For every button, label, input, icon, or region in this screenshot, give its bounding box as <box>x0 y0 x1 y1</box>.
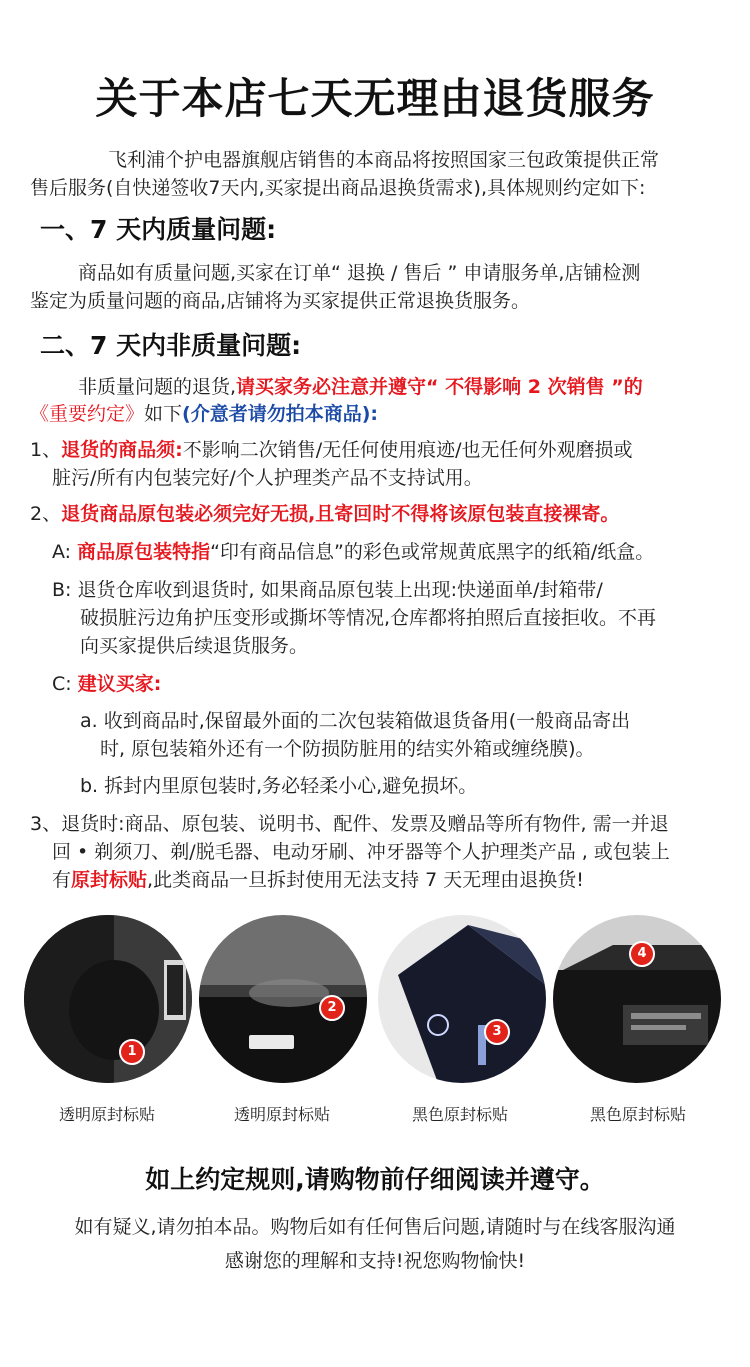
item3-c2: ,此类商品一旦拆封使用无法支持 7 天无理由退换货! <box>147 869 584 891</box>
section2-intro-warning: 请买家务必注意并遵守“ 不得影响 2 次销售 ”的 <box>236 376 643 398</box>
item3-c1: 有 <box>52 869 72 891</box>
item1-line-1 <box>30 436 633 465</box>
photo-4-illustration <box>553 915 721 1083</box>
item-C-label: C: <box>52 673 72 695</box>
photo-1-illustration <box>24 915 192 1083</box>
item-A-text: “印有商品信息”的彩色或常规黄底黑字的纸箱/纸盒。 <box>210 541 655 563</box>
item-B-line-2: 破损脏污边角护压变形或撕坏等情况,仓库都将拍照后直接拒收。不再 <box>80 607 657 629</box>
section2-intro-text: 非质量问题的退货, <box>78 376 237 398</box>
item3-line-2: 回 • 剃须刀、剃/脱毛器、电动牙刷、冲牙器等个人护理类产品 , 或包装上 <box>52 841 670 863</box>
item-A-label: A: <box>52 541 72 563</box>
photo-4-caption: 黑色原封标贴 <box>589 1105 686 1124</box>
item-A-line <box>52 538 654 567</box>
item1-number: 1、 <box>30 439 62 461</box>
intro-line-2: 售后服务(自快递签收7天内,买家提出商品退换货需求),具体规则约定如下: <box>30 177 646 199</box>
item1-text-a: 不影响二次销售/无任何使用痕迹/也无任何外观磨损或 <box>182 439 633 461</box>
photo-2-badge: 2 <box>319 995 345 1021</box>
photo-3-caption: 黑色原封标贴 <box>411 1105 508 1124</box>
item2-red-text: 退货商品原包装必须完好无损,且寄回时不得将该原包装直接裸寄。 <box>61 503 620 525</box>
section1-line-2: 鉴定为质量问题的商品,店铺将为买家提供正常退换货服务。 <box>30 290 531 312</box>
item-B-text-a: 退货仓库收到退货时, 如果商品原包装上出现:快递面单/封箱带/ <box>77 579 603 601</box>
section1-line-1: 商品如有质量问题,买家在订单“ 退换 / 售后 ” 申请服务单,店铺检测 <box>78 262 641 284</box>
item3-line-1: 3、退货时:商品、原包装、说明书、配件、发票及赠品等所有物件, 需一并退 <box>30 813 669 835</box>
photo-1-caption: 透明原封标贴 <box>58 1105 155 1124</box>
item2-line <box>30 500 619 529</box>
photo-black-seal-4 <box>553 915 721 1083</box>
section2-intro-as-follows: 如下 <box>144 403 183 425</box>
item-A-red: 商品原包装特指 <box>77 541 211 563</box>
footer-line-2: 感谢您的理解和支持!祝您购物愉快! <box>224 1250 526 1272</box>
photo-3-badge: 3 <box>484 1019 510 1045</box>
item-Cb-line: b. 拆封内里原包装时,务必轻柔小心,避免损坏。 <box>80 775 478 797</box>
item1-line-2: 脏污/所有内包装完好/个人护理类产品不支持试用。 <box>52 467 483 489</box>
important-agreement: 《重要约定》 <box>30 403 145 425</box>
section2-intro-line-2 <box>30 400 378 429</box>
photo-3-illustration <box>378 915 546 1083</box>
footer-title: 如上约定规则,请购物前仔细阅读并遵守。 <box>145 1165 605 1194</box>
item3-line-3 <box>52 866 584 895</box>
item-B-line-1 <box>52 576 603 605</box>
footer-line-1: 如有疑义,请勿拍本品。购物后如有任何售后问题,请随时与在线客服沟通 <box>74 1216 676 1238</box>
photo-black-seal-3 <box>378 915 546 1083</box>
item-C-red: 建议买家: <box>77 673 162 695</box>
item3-red-seal: 原封标贴 <box>71 869 148 891</box>
item2-number: 2、 <box>30 503 62 525</box>
photo-transparent-seal-2 <box>199 915 367 1083</box>
photo-4-badge: 4 <box>629 941 655 967</box>
item1-red-label: 退货的商品须: <box>61 439 183 461</box>
intro-line-1: 飞利浦个护电器旗舰店销售的本商品将按照国家三包政策提供正常 <box>108 149 660 171</box>
photo-1-badge: 1 <box>119 1039 145 1065</box>
item-B-label: B: <box>52 579 72 601</box>
item-B-line-3: 向买家提供后续退货服务。 <box>80 635 309 657</box>
section2-intro-line-1 <box>78 373 643 402</box>
photo-transparent-seal-1 <box>24 915 192 1083</box>
section2-intro-note: (介意者请勿拍本商品): <box>182 403 378 425</box>
item-C-line <box>52 670 161 699</box>
item-Ca-line-2: 时, 原包装箱外还有一个防损防脏用的结实外箱或缠绕膜)。 <box>100 738 595 760</box>
section1-heading: 一、7 天内质量问题: <box>40 215 277 244</box>
section2-heading: 二、7 天内非质量问题: <box>40 331 302 360</box>
page-title: 关于本店七天无理由退货服务 <box>95 74 655 123</box>
photo-2-caption: 透明原封标贴 <box>233 1105 330 1124</box>
item-Ca-line-1: a. 收到商品时,保留最外面的二次包装箱做退货备用(一般商品寄出 <box>80 710 631 732</box>
